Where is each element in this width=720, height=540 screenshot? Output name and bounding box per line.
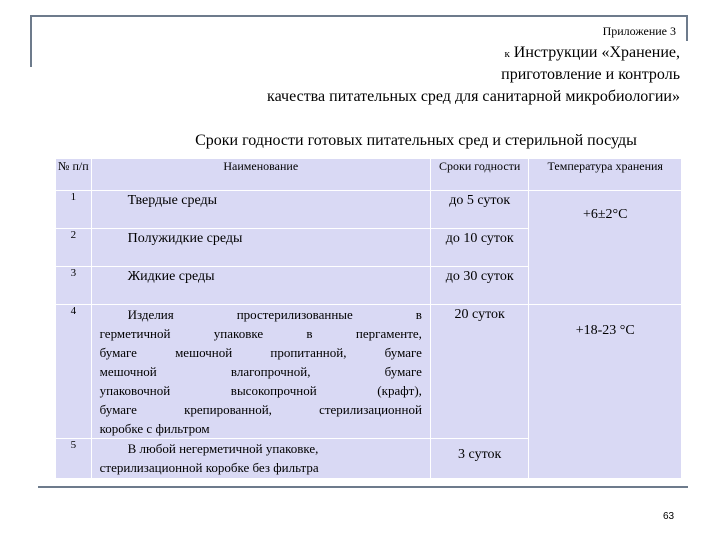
reference-prefix: к [504, 48, 510, 60]
frame-left-line [30, 15, 32, 67]
row-name-line: коробке с фильтром [99, 421, 210, 436]
row-name [91, 439, 430, 479]
table-row [56, 191, 682, 229]
reference-line-1 [504, 44, 680, 62]
header-name: Наименование [91, 159, 430, 191]
row-name-line: бумаге крепированной, стерилизационной [99, 402, 422, 417]
row-name-line: В любой негерметичной упаковке, [127, 441, 319, 456]
row-num: 4 [56, 305, 92, 439]
row-name: Твердые среды [91, 191, 430, 229]
temperature-group-1: +6±2°С [529, 191, 682, 305]
row-name: Полужидкие среды [91, 229, 430, 267]
reference-line-2: приготовление и контроль [501, 66, 680, 83]
row-num: 2 [56, 229, 92, 267]
row-name [91, 305, 430, 439]
row-shelf-life: до 10 суток [430, 229, 529, 267]
row-name-line: Изделия простерилизованные в [127, 307, 422, 322]
frame-right-line [686, 15, 688, 41]
row-name-line: бумаге мешочной пропитанной, бумаге [99, 345, 422, 360]
frame-bottom-line [38, 486, 688, 488]
frame-top-line [30, 15, 688, 17]
reference-text-1: Инструкции «Хранение, [513, 44, 680, 61]
header-temperature: Температура хранения [529, 159, 682, 191]
row-num: 1 [56, 191, 92, 229]
row-name-line: герметичной упаковке в пергаменте, [99, 326, 422, 341]
row-name-line: упаковочной высокопрочной (крафт), [99, 383, 422, 398]
table-header-row [56, 159, 682, 191]
row-shelf-life: до 30 суток [430, 267, 529, 305]
page-number: 63 [663, 511, 675, 522]
shelf-life-table [55, 158, 682, 479]
row-name: Жидкие среды [91, 267, 430, 305]
document-title-text: Сроки годности готовых питательных сред и стерильной посуды [195, 132, 637, 149]
appendix-label: Приложение 3 [602, 24, 676, 38]
row-shelf-life: до 5 суток [430, 191, 529, 229]
header-num: № п/п [56, 159, 92, 191]
header-shelf-life: Сроки годности [430, 159, 529, 191]
temperature-group-2: +18-23 °С [529, 305, 682, 479]
document-title [0, 132, 720, 150]
row-num: 3 [56, 267, 92, 305]
reference-line-3: качества питательных сред для санитарной микробиологии» [267, 88, 680, 105]
row-name-line: мешочной влагопрочной, бумаге [99, 364, 422, 379]
row-shelf-life: 3 суток [430, 439, 529, 479]
row-name-line: стерилизационной коробке без фильтра [99, 460, 319, 475]
table-row [56, 305, 682, 439]
row-num: 5 [56, 439, 92, 479]
row-shelf-life: 20 суток [430, 305, 529, 439]
